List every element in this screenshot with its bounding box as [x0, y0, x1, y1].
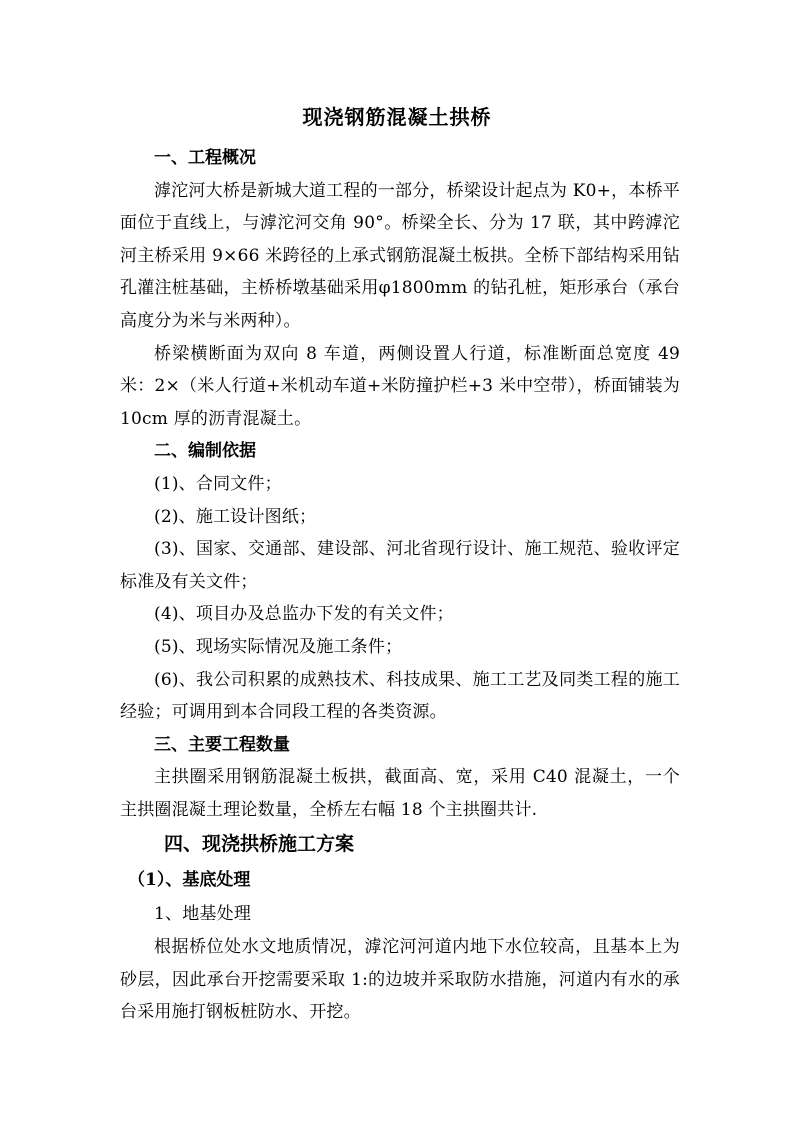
list-item-basis-1: (1)、合同文件； — [154, 473, 282, 494]
list-item-basis-3: (3)、国家、交通部、建设部、河北省现行设计、施工规范、验收评定标准及有关文件； — [120, 539, 680, 592]
section-heading-construction-plan: 四、现浇拱桥施工方案 — [164, 833, 355, 856]
paragraph-overview-1: 滹沱河大桥是新城大道工程的一部分，桥梁设计起点为 K0+，本桥平面位于直线上，与滹沱河交角 90°。桥梁全长、分为 17 联，其中跨滹沱河主桥采用 9×66 米跨径的上承式钢筋混凝土板拱。全桥下部结构采用钻孔灌注桩基础，主桥桥墩基础采用φ1800mm 的钻孔桩，矩形承台（承台高度分为米与米两种）。 — [120, 180, 680, 331]
subsection-heading-foundation: （1）、基底处理 — [128, 870, 251, 891]
section-heading-overview: 一、工程概况 — [154, 148, 256, 168]
item-label-ground-treatment: 1、地基处理 — [154, 904, 252, 925]
list-item-basis-6: (6)、我公司积累的成熟技术、科技成果、施工工艺及同类工程的施工经验；可调用到本合同段工程的各类资源。 — [120, 669, 680, 723]
document-title: 现浇钢筋混凝土拱桥 — [302, 105, 492, 129]
paragraph-quantities: 主拱圈采用钢筋混凝土板拱，截面高、宽，采用 C40 混凝土，一个主拱圈混凝土理论数量，全桥左右幅 18 个主拱圈共计. — [120, 767, 680, 820]
section-heading-basis: 二、编制依据 — [154, 441, 256, 462]
paragraph-overview-2: 桥梁横断面为双向 8 车道，两侧设置人行道，标准断面总宽度 49 米：2×（米人行道+米机动车道+米防撞护栏+3 米中空带），桥面铺装为 10cm 厚的沥青混凝土。 — [120, 343, 680, 429]
list-item-basis-5: (5)、现场实际情况及施工条件； — [154, 636, 403, 657]
document-body — [120, 142, 680, 1029]
list-item-basis-4: (4)、项目办及总监办下发的有关文件； — [154, 604, 454, 625]
list-item-basis-2: (2)、施工设计图纸； — [154, 506, 317, 527]
paragraph-ground-treatment: 根据桥位处水文地质情况，滹沱河河道内地下水位较高，且基本上为砂层，因此承台开挖需要采取 1:的边坡并采取防水措施，河道内有水的承台采用施打钢板桩防水、开挖。 — [120, 937, 680, 1023]
section-heading-quantities: 三、主要工程数量 — [154, 734, 290, 755]
